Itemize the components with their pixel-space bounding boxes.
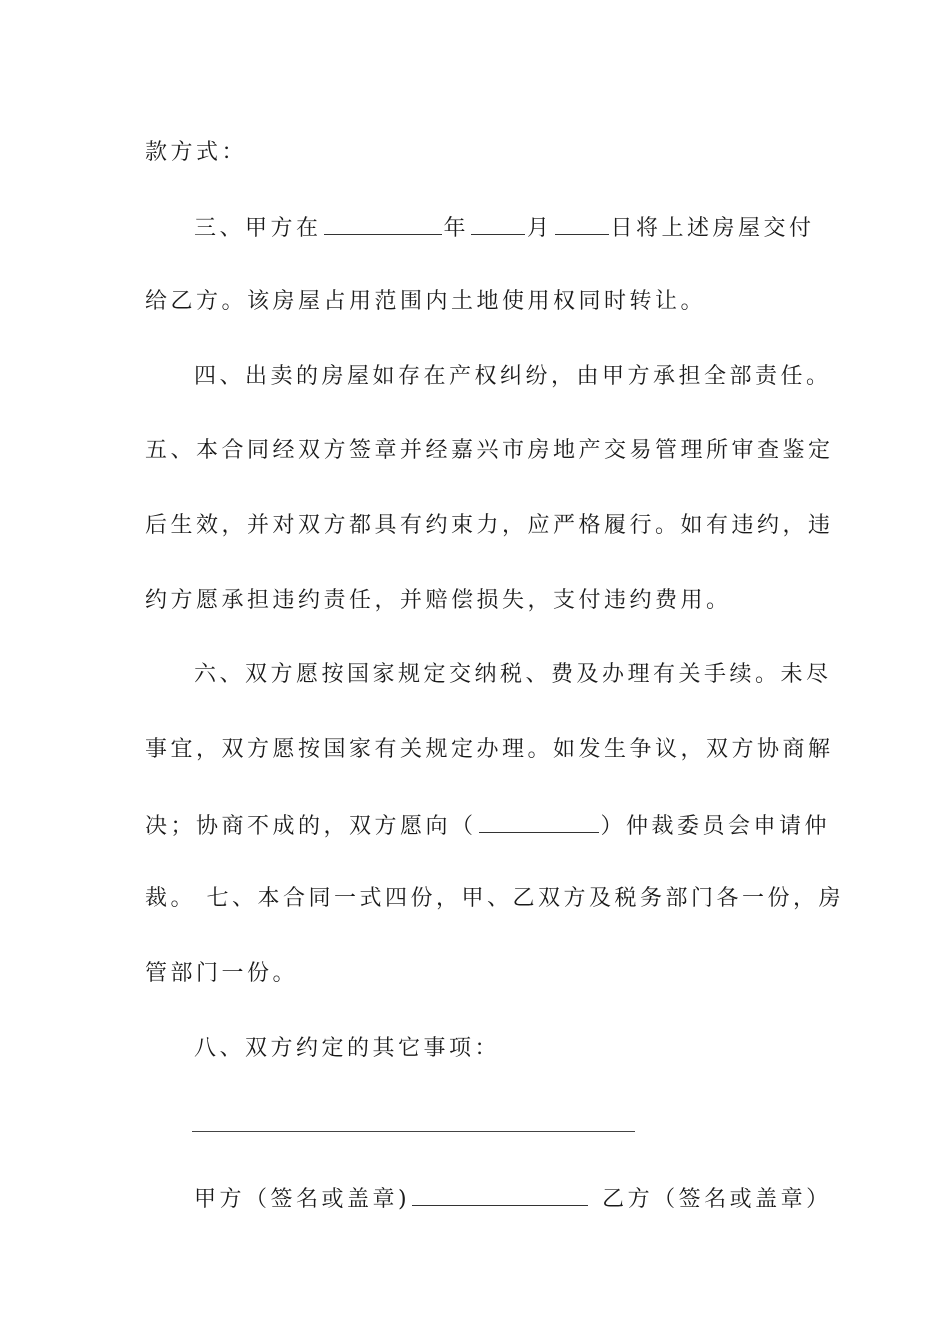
clause-7-line-1	[145, 884, 844, 914]
clause-3-line-2	[145, 287, 706, 317]
clause-6-line-3	[145, 810, 830, 842]
clause-8	[194, 1034, 500, 1064]
clause-6-line-2	[145, 735, 834, 765]
text: 后生效，并对双方都具有约束力，应严格履行。如有违约，违	[145, 513, 834, 538]
clause-3-line-1	[194, 212, 815, 244]
payment-method-line	[145, 138, 247, 168]
month-blank[interactable]	[471, 212, 525, 235]
clause-5-line-2	[145, 511, 834, 541]
text: 管部门一份。	[145, 961, 299, 986]
text: 五、本合同经双方签章并经嘉兴市房地产交易管理所审查鉴定	[145, 438, 834, 463]
text: 月	[527, 216, 553, 241]
text: 给乙方。该房屋占用范围内土地使用权同时转让。	[145, 289, 707, 314]
signature-line	[194, 1183, 832, 1215]
text: 决；协商不成的，双方愿向（	[145, 814, 477, 839]
text: 事宜，双方愿按国家有关规定办理。如发生争议，双方协商解	[145, 737, 834, 762]
text: 款方式：	[145, 140, 248, 165]
party-a-signature-label: 甲方（签名或盖章)	[194, 1187, 411, 1212]
text: ）仲裁委员会申请仲	[600, 814, 831, 839]
clause-5-line-1	[145, 436, 834, 466]
year-blank[interactable]	[324, 212, 442, 235]
party-b-signature-label: 乙方（签名或盖章）	[602, 1187, 832, 1212]
party-a-signature-blank[interactable]	[412, 1183, 588, 1206]
clause-4	[194, 362, 832, 392]
arbitration-committee-blank[interactable]	[479, 810, 599, 833]
text: 三、甲方在	[194, 216, 322, 241]
clause-7-line-2	[145, 959, 298, 989]
day-blank[interactable]	[555, 212, 609, 235]
text: 约方愿承担违约责任，并赔偿损失，支付违约费用。	[145, 588, 732, 613]
text: 四、出卖的房屋如存在产权纠纷，由甲方承担全部责任。	[194, 364, 832, 389]
text: 六、双方愿按国家规定交纳税、费及办理有关手续。未尽	[194, 662, 832, 687]
text: 八、双方约定的其它事项：	[194, 1036, 501, 1061]
other-matters-blank-line[interactable]	[192, 1131, 635, 1132]
clause-6-line-1	[194, 660, 832, 690]
text: 年	[443, 216, 470, 241]
text: 裁。 七、本合同一式四份，甲、乙双方及税务部门各一份，房	[145, 886, 844, 911]
clause-5-line-3	[145, 586, 732, 616]
text: 日将上述房屋交付	[610, 216, 815, 241]
